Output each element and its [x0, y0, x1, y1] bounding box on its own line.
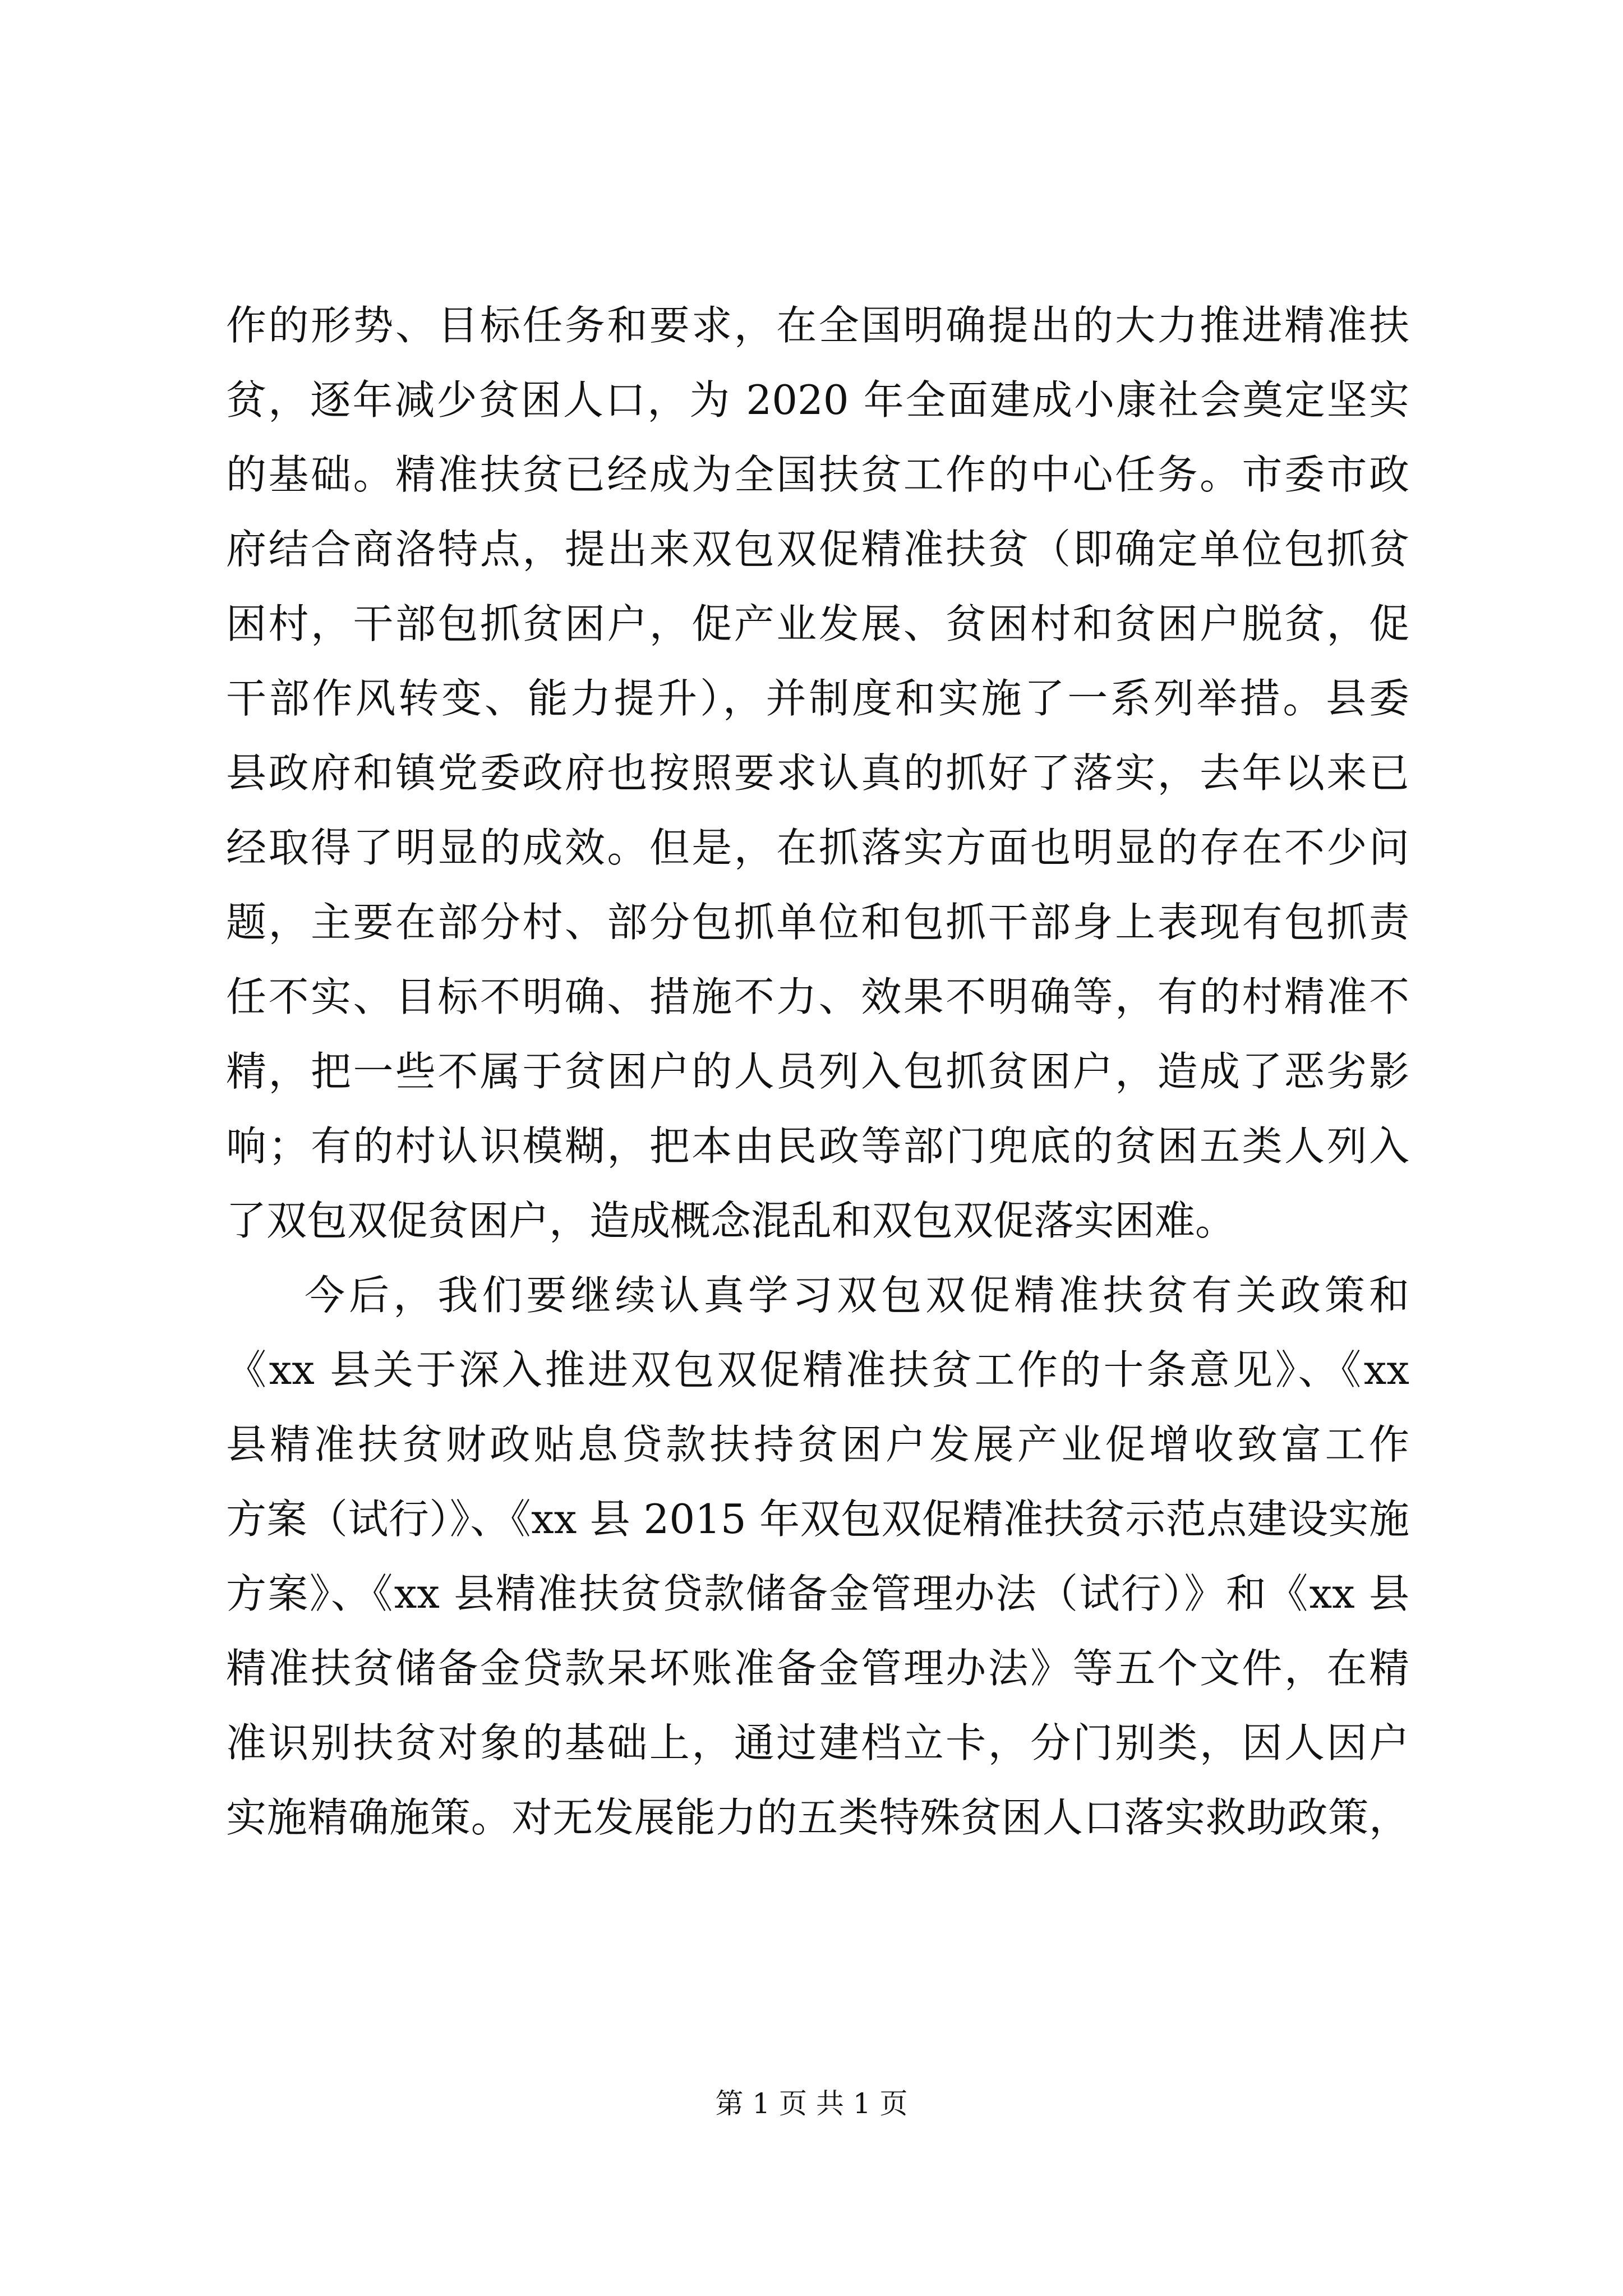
- text-line: 任不实、目标不明确、措施不力、效果不明确等，有的村精准不: [226, 973, 1409, 1020]
- text-line: 准识别扶贫对象的基础上，通过建档立卡，分门别类，因人因户: [226, 1719, 1409, 1766]
- text-line: 方案》、《xx 县精准扶贫贷款储备金管理办法（试行）》和《xx 县: [226, 1570, 1409, 1617]
- text-line: 贫，逐年减少贫困人口，为 2020 年全面建成小康社会奠定坚实: [226, 376, 1409, 424]
- text-line: 经取得了明显的成效。但是，在抓落实方面也明显的存在不少问: [226, 824, 1409, 871]
- text-line: 今后，我们要继续认真学习双包双促精准扶贫有关政策和: [305, 1272, 1409, 1319]
- text-line: 的基础。精准扶贫已经成为全国扶贫工作的中心任务。市委市政: [226, 451, 1409, 498]
- page-number-footer: 第 1 页 共 1 页: [715, 2087, 908, 2120]
- text-line: 县精准扶贫财政贴息贷款扶持贫困户发展产业促增收致富工作: [226, 1421, 1409, 1468]
- text-line: 精准扶贫储备金贷款呆坏账准备金管理办法》等五个文件，在精: [226, 1645, 1409, 1692]
- text-line: 精，把一些不属于贫困户的人员列入包抓贫困户，造成了恶劣影: [226, 1048, 1409, 1095]
- text-line: 实施精确施策。对无发展能力的五类特殊贫困人口落实救助政策，: [226, 1794, 1409, 1841]
- text-line: 响；有的村认识模糊，把本由民政等部门兜底的贫困五类人列入: [226, 1122, 1409, 1170]
- text-line: 干部作风转变、能力提升），并制度和实施了一系列举措。县委: [226, 675, 1409, 722]
- text-line: 《xx 县关于深入推进双包双促精准扶贫工作的十条意见》、《xx: [226, 1346, 1409, 1393]
- text-line: 作的形势、目标任务和要求，在全国明确提出的大力推进精准扶: [226, 302, 1409, 349]
- text-line: 了双包双促贫困户，造成概念混乱和双包双促落实困难。: [226, 1197, 1236, 1244]
- text-line: 县政府和镇党委政府也按照要求认真的抓好了落实，去年以来已: [226, 749, 1409, 797]
- text-line: 题，主要在部分村、部分包抓单位和包抓干部身上表现有包抓责: [226, 899, 1409, 946]
- text-line: 府结合商洛特点，提出来双包双促精准扶贫（即确定单位包抓贫: [226, 526, 1409, 573]
- text-line: 困村，干部包抓贫困户，促产业发展、贫困村和贫困户脱贫，促: [226, 600, 1409, 647]
- text-line: 方案（试行）》、《xx 县 2015 年双包双促精准扶贫示范点建设实施: [226, 1496, 1409, 1543]
